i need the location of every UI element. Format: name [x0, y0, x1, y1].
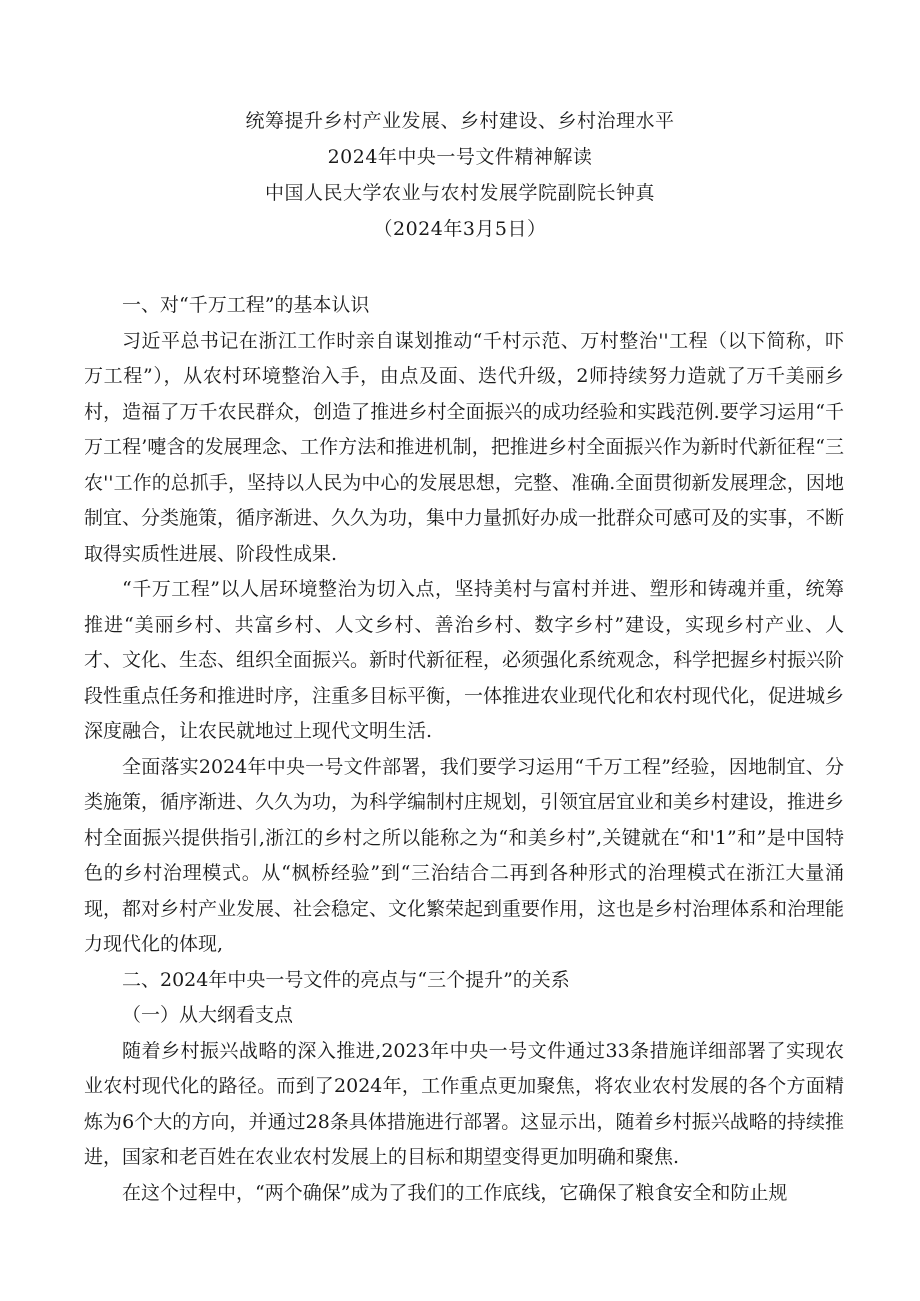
author-line: 中国人民大学农业与农村发展学院副院长钟真 [264, 182, 655, 204]
subsection-heading: （一）从大纲看支点 [122, 1004, 294, 1026]
paragraph: “千万工程”以人居环境整治为切入点，坚持美村与富村并进、塑形和铸魂并重，统筹推进“美丽乡村、共富乡村、人文乡村、善治乡村、数字乡村”建设，实现乡村产业、人才、文化、生态、组织全面振兴。新时代新征程，必须强化系统观念，科学把握乡村振兴阶段性重点任务和推进时序，注重多目标平衡，一体推进农业现代化和农村现代化，促进城乡深度融合，让农民就地过上现代文明生活. [84, 578, 845, 742]
title-block [0, 103, 920, 247]
document-body [84, 288, 844, 1211]
document-subtitle: 2024年中央一号文件精神解读 [327, 146, 593, 168]
document-title: 统筹提升乡村产业发展、乡村建设、乡村治理水平 [245, 110, 675, 132]
paragraph: 全面落实2024年中央一号文件部署，我们要学习运用“千万工程”经验，因地制宜、分类施策，循序渐进、久久为功，为科学编制村庄规划，引领宜居宜业和美乡村建设，推进乡村全面振兴提供指引,浙江的乡村之所以能称之为“和美乡村”,关键就在“和'1”和”是中国特色的乡村治理模式。从“枫桥经验”到“三治结合二再到各种形式的治理模式在浙江大量涌现，都对乡村产业发展、社会稳定、文化繁荣起到重要作用，这也是乡村治理体系和治理能力现代化的体现, [84, 755, 845, 955]
paragraph: 习近平总书记在浙江工作时亲自谋划推动“千村示范、万村整治''工程（以下简称，吓万工程”），从农村环境整治入手，由点及面、迭代升级，2师持续努力造就了万千美丽乡村，造福了万千农民群众，创造了推进乡村全面振兴的成功经验和实践范例.要学习运用“千万工程’嚏含的发展理念、工作方法和推进机制，把推进乡村全面振兴作为新时代新征程“三农''工作的总抓手，坚持以人民为中心的发展思想，完整、准确.全面贯彻新发展理念，因地制宜、分类施策，循序渐进、久久为功，集中力量抓好办成一批群众可感可及的实事，不断取得实质性进展、阶段性成果. [84, 329, 845, 565]
date-line: （2024年3月5日） [373, 218, 547, 240]
section-heading-1: 一、对“千万工程”的基本认识 [122, 294, 370, 316]
section-heading-2: 二、2024年中央一号文件的亮点与“三个提升”的关系 [122, 968, 570, 991]
paragraph: 在这个过程中，“两个确保”成为了我们的工作底线，它确保了粮食安全和防止规 [122, 1181, 788, 1204]
paragraph: 随着乡村振兴战略的深入推进,2023年中央一号文件通过33条措施详细部署了实现农业农村现代化的路径。而到了2024年，工作重点更加聚焦，将农业农村发展的各个方面精炼为6个大的方向，并通过28条具体措施进行部署。这显示出，随着乡村振兴战略的持续推进，国家和老百姓在农业农村发展上的目标和期望变得更加明确和聚焦. [84, 1039, 844, 1168]
